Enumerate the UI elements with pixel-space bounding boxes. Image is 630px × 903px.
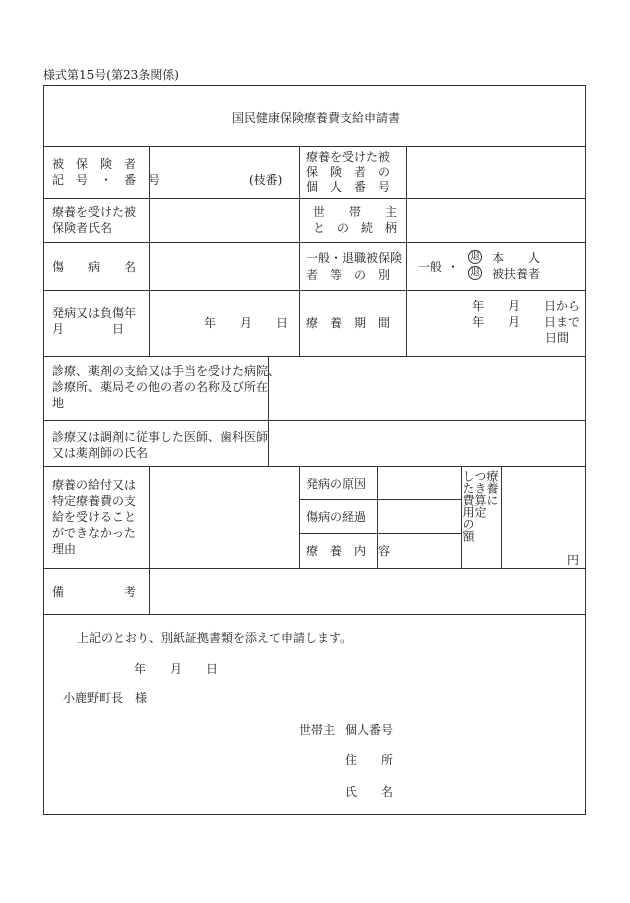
doctor-label-2: 又は薬剤師の氏名 (52, 446, 149, 460)
application-date: 年 月 日 (134, 662, 219, 676)
patient-name-label-2: 保険者氏名 (52, 221, 113, 235)
insured-number-label-1: 被 保 険 者 (52, 157, 137, 171)
row-divider-9 (43, 614, 586, 615)
row-divider-5 (43, 356, 586, 357)
personal-number-label-1: 療養を受けた被 (306, 150, 391, 164)
row-divider-4 (43, 290, 586, 291)
address-label: 住 所 (345, 753, 394, 767)
onset-date-label-2: 月 日 (52, 322, 125, 336)
treatment-period-label: 療 養 期 間 (306, 316, 391, 330)
col-divider-c (406, 146, 407, 356)
relationship-label-2: と の 続 柄 (313, 221, 398, 235)
amount-label-col-2: つき算定 (473, 470, 487, 518)
reason-label-5: 理由 (52, 542, 77, 556)
personal-number-label-3: 個 人 番 号 (306, 180, 391, 194)
retired-mark-icon-1: 退 (470, 251, 480, 262)
amount-label-col-3: した費用の額 (461, 470, 475, 542)
relationship-label-1: 世 帯 主 (313, 205, 398, 219)
col-divider-j (149, 568, 150, 614)
personal-number-label-2: 保 険 者 の (306, 165, 391, 179)
col-divider-e (149, 466, 150, 568)
course-label: 傷病の経過 (306, 510, 367, 524)
insured-type-label-2: 者 等 の 別 (306, 268, 391, 282)
row-divider-2 (43, 198, 586, 199)
branch-number-label: (枝番) (249, 173, 283, 187)
principal-option: 本 人 (492, 251, 541, 265)
period-days: 日間 (545, 331, 570, 345)
reason-label-4: ができなかった (52, 526, 137, 540)
onset-date-value: 年 月 日 (204, 316, 289, 330)
reason-label-3: 給を受けること (52, 510, 137, 524)
row-divider-7 (43, 466, 586, 467)
dependent-option: 被扶養者 (492, 267, 541, 281)
period-to: 年 月 日まで (472, 315, 581, 329)
facility-label-1: 診療、薬剤の支給又は手当を受けた病院、 (52, 364, 281, 378)
onset-date-label-1: 発病又は負傷年 (52, 306, 137, 320)
doctor-label-1: 診療又は調剤に従事した医師、歯科医師 (52, 430, 269, 444)
row-divider-3 (43, 242, 586, 243)
remarks-label: 備 考 (52, 585, 137, 599)
row-divider-1 (43, 146, 586, 147)
cause-label: 発病の原因 (306, 477, 367, 491)
reason-label-2: 特定療養費の支 (52, 494, 137, 508)
col-divider-b (299, 146, 300, 356)
yen-unit: 円 (567, 553, 580, 567)
retired-mark-icon-2: 退 (470, 267, 480, 278)
treatment-content-label: 療 養 内 容 (306, 544, 391, 558)
declaration-text: 上記のとおり、別紙証拠書類を添えて申請します。 (77, 631, 353, 645)
insured-number-label-2: 記 号 ・ 番 号 (52, 173, 161, 187)
row-divider-6 (43, 420, 586, 421)
householder-label: 世帯主 (299, 723, 336, 737)
disease-name-label: 傷 病 名 (52, 260, 137, 274)
patient-name-label-1: 療養を受けた被 (52, 205, 137, 219)
option-separator: ・ (447, 260, 460, 274)
subrow-divider-2 (299, 533, 461, 534)
my-number-label: 個人番号 (345, 723, 394, 737)
facility-label-2: 診療所、薬局その他の者の名称及び所在 (52, 380, 269, 394)
col-divider-f (299, 466, 300, 568)
amount-label-col-1: 療養に (485, 470, 499, 506)
subrow-divider-1 (299, 499, 461, 500)
row-divider-8 (43, 568, 586, 569)
facility-label-3: 地 (52, 396, 65, 410)
reason-label-1: 療養の給付又は (52, 478, 137, 492)
period-from: 年 月 日から (472, 299, 581, 313)
general-option: 一般 (418, 260, 443, 274)
form-title: 国民健康保険療養費支給申請書 (232, 111, 401, 125)
col-divider-i (501, 466, 502, 568)
addressee: 小鹿野町長 様 (63, 691, 148, 705)
form-number: 様式第15号(第23条関係) (43, 68, 179, 82)
name-label: 氏 名 (345, 785, 394, 799)
insured-type-label-1: 一般・退職被保険 (306, 251, 403, 265)
